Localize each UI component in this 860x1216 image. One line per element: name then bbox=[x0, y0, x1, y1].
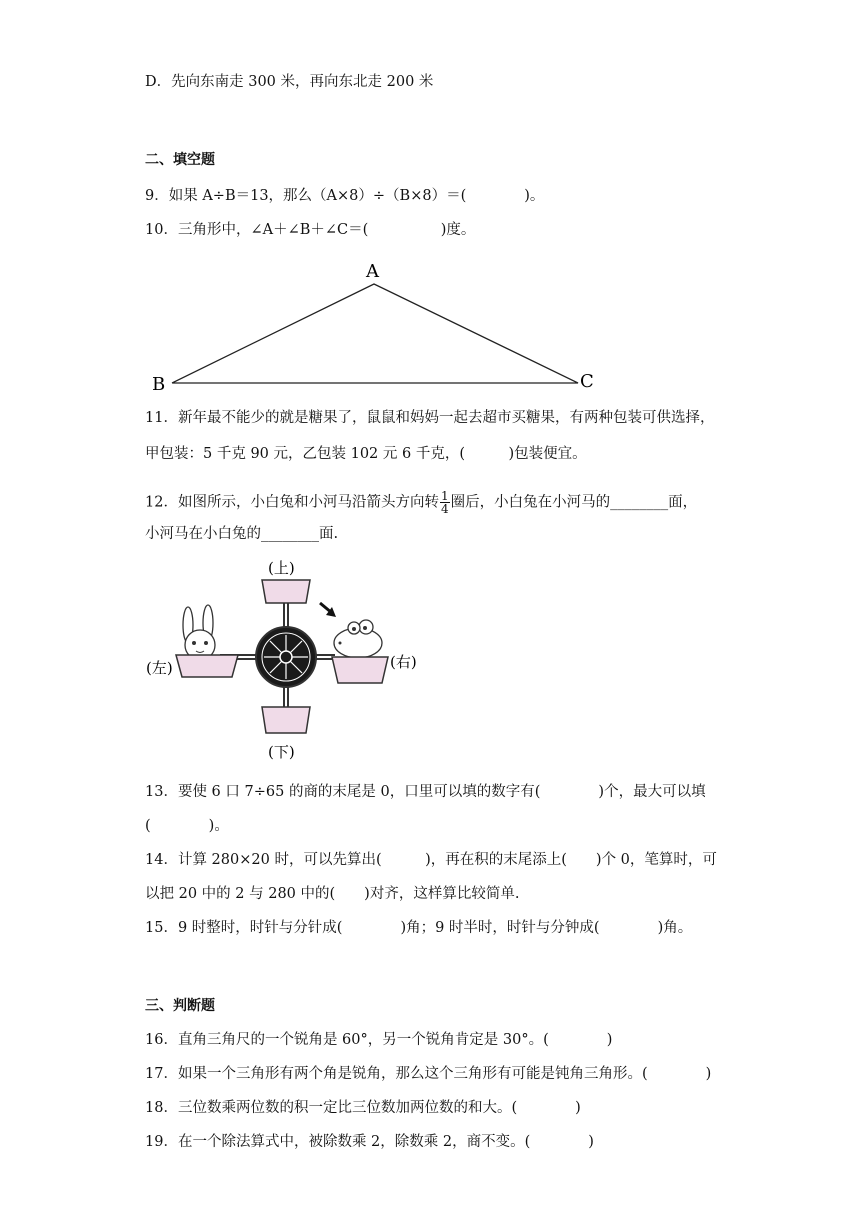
question-12-text-pre: 12．如图所示，小白兔和小河马沿箭头方向转 bbox=[145, 494, 439, 511]
hippo-icon bbox=[334, 620, 382, 658]
q8-option-d: D．先向东南走 300 米，再向东北走 200 米 bbox=[145, 74, 434, 90]
question-19: 19．在一个除法算式中，被除数乘 2，除数乘 2，商不变。( ) bbox=[145, 1134, 594, 1150]
top-basket bbox=[262, 580, 310, 603]
ferris-wheel-figure bbox=[140, 555, 430, 765]
question-14-line-2: 以把 20 中的 2 与 280 中的( )对齐，这样算比较简单. bbox=[145, 886, 520, 902]
triangle-shape bbox=[172, 284, 578, 383]
question-12-text-post: 圈后，小白兔在小河马的________面， bbox=[450, 494, 698, 511]
question-17: 17．如果一个三角形有两个角是锐角，那么这个三角形有可能是钝角三角形。( ) bbox=[145, 1066, 712, 1082]
fraction-denominator: 4 bbox=[440, 502, 449, 516]
question-13-line-2: ( )。 bbox=[145, 818, 229, 834]
section-title-true-false: 三、判断题 bbox=[145, 998, 215, 1014]
rotation-arrow-icon bbox=[320, 603, 336, 617]
question-12-line-1 bbox=[145, 490, 697, 515]
triangle-figure bbox=[140, 255, 620, 395]
wheel-label-bottom: (下) bbox=[268, 743, 295, 761]
triangle-label-a: A bbox=[366, 261, 379, 282]
question-11-line-2: 甲包装：5 千克 90 元，乙包装 102 元 6 千克，( )包装便宜。 bbox=[145, 446, 587, 462]
rabbit-icon bbox=[183, 605, 215, 660]
fraction-numerator: 1 bbox=[440, 489, 449, 503]
question-15: 15．9 时整时，时针与分针成( )角；9 时半时，时针与分钟成( )角。 bbox=[145, 920, 693, 936]
quarter-fraction bbox=[440, 490, 450, 515]
left-basket bbox=[176, 655, 238, 677]
triangle-label-c: C bbox=[580, 371, 594, 392]
question-10: 10．三角形中，∠A＋∠B＋∠C＝( )度。 bbox=[145, 222, 476, 238]
question-9: 9．如果 A÷B＝13，那么（A×8）÷（B×8）＝( )。 bbox=[145, 188, 545, 204]
question-18: 18．三位数乘两位数的积一定比三位数加两位数的和大。( ) bbox=[145, 1100, 581, 1116]
wheel-label-top: (上) bbox=[268, 559, 295, 577]
question-14-line-1: 14．计算 280×20 时，可以先算出( )，再在积的末尾添上( )个 0，笔算时，可 bbox=[145, 852, 717, 868]
bottom-basket bbox=[262, 707, 310, 733]
question-11-line-1: 11．新年最不能少的就是糖果了，鼠鼠和妈妈一起去超市买糖果，有两种包装可供选择， bbox=[145, 410, 715, 426]
right-basket bbox=[332, 657, 388, 683]
question-12-line-2: 小河马在小白兔的________面. bbox=[145, 526, 339, 542]
wheel-label-left: (左) bbox=[146, 659, 173, 677]
wheel-label-right: (右) bbox=[390, 653, 417, 671]
section-title-fill-blank: 二、填空题 bbox=[145, 152, 215, 168]
question-13-line-1: 13．要使 6 口 7÷65 的商的末尾是 0，口里可以填的数字有( )个，最大可以填 bbox=[145, 784, 706, 800]
question-16: 16．直角三角尺的一个锐角是 60°，另一个锐角肯定是 30°。( ) bbox=[145, 1032, 613, 1048]
triangle-label-b: B bbox=[152, 374, 166, 395]
